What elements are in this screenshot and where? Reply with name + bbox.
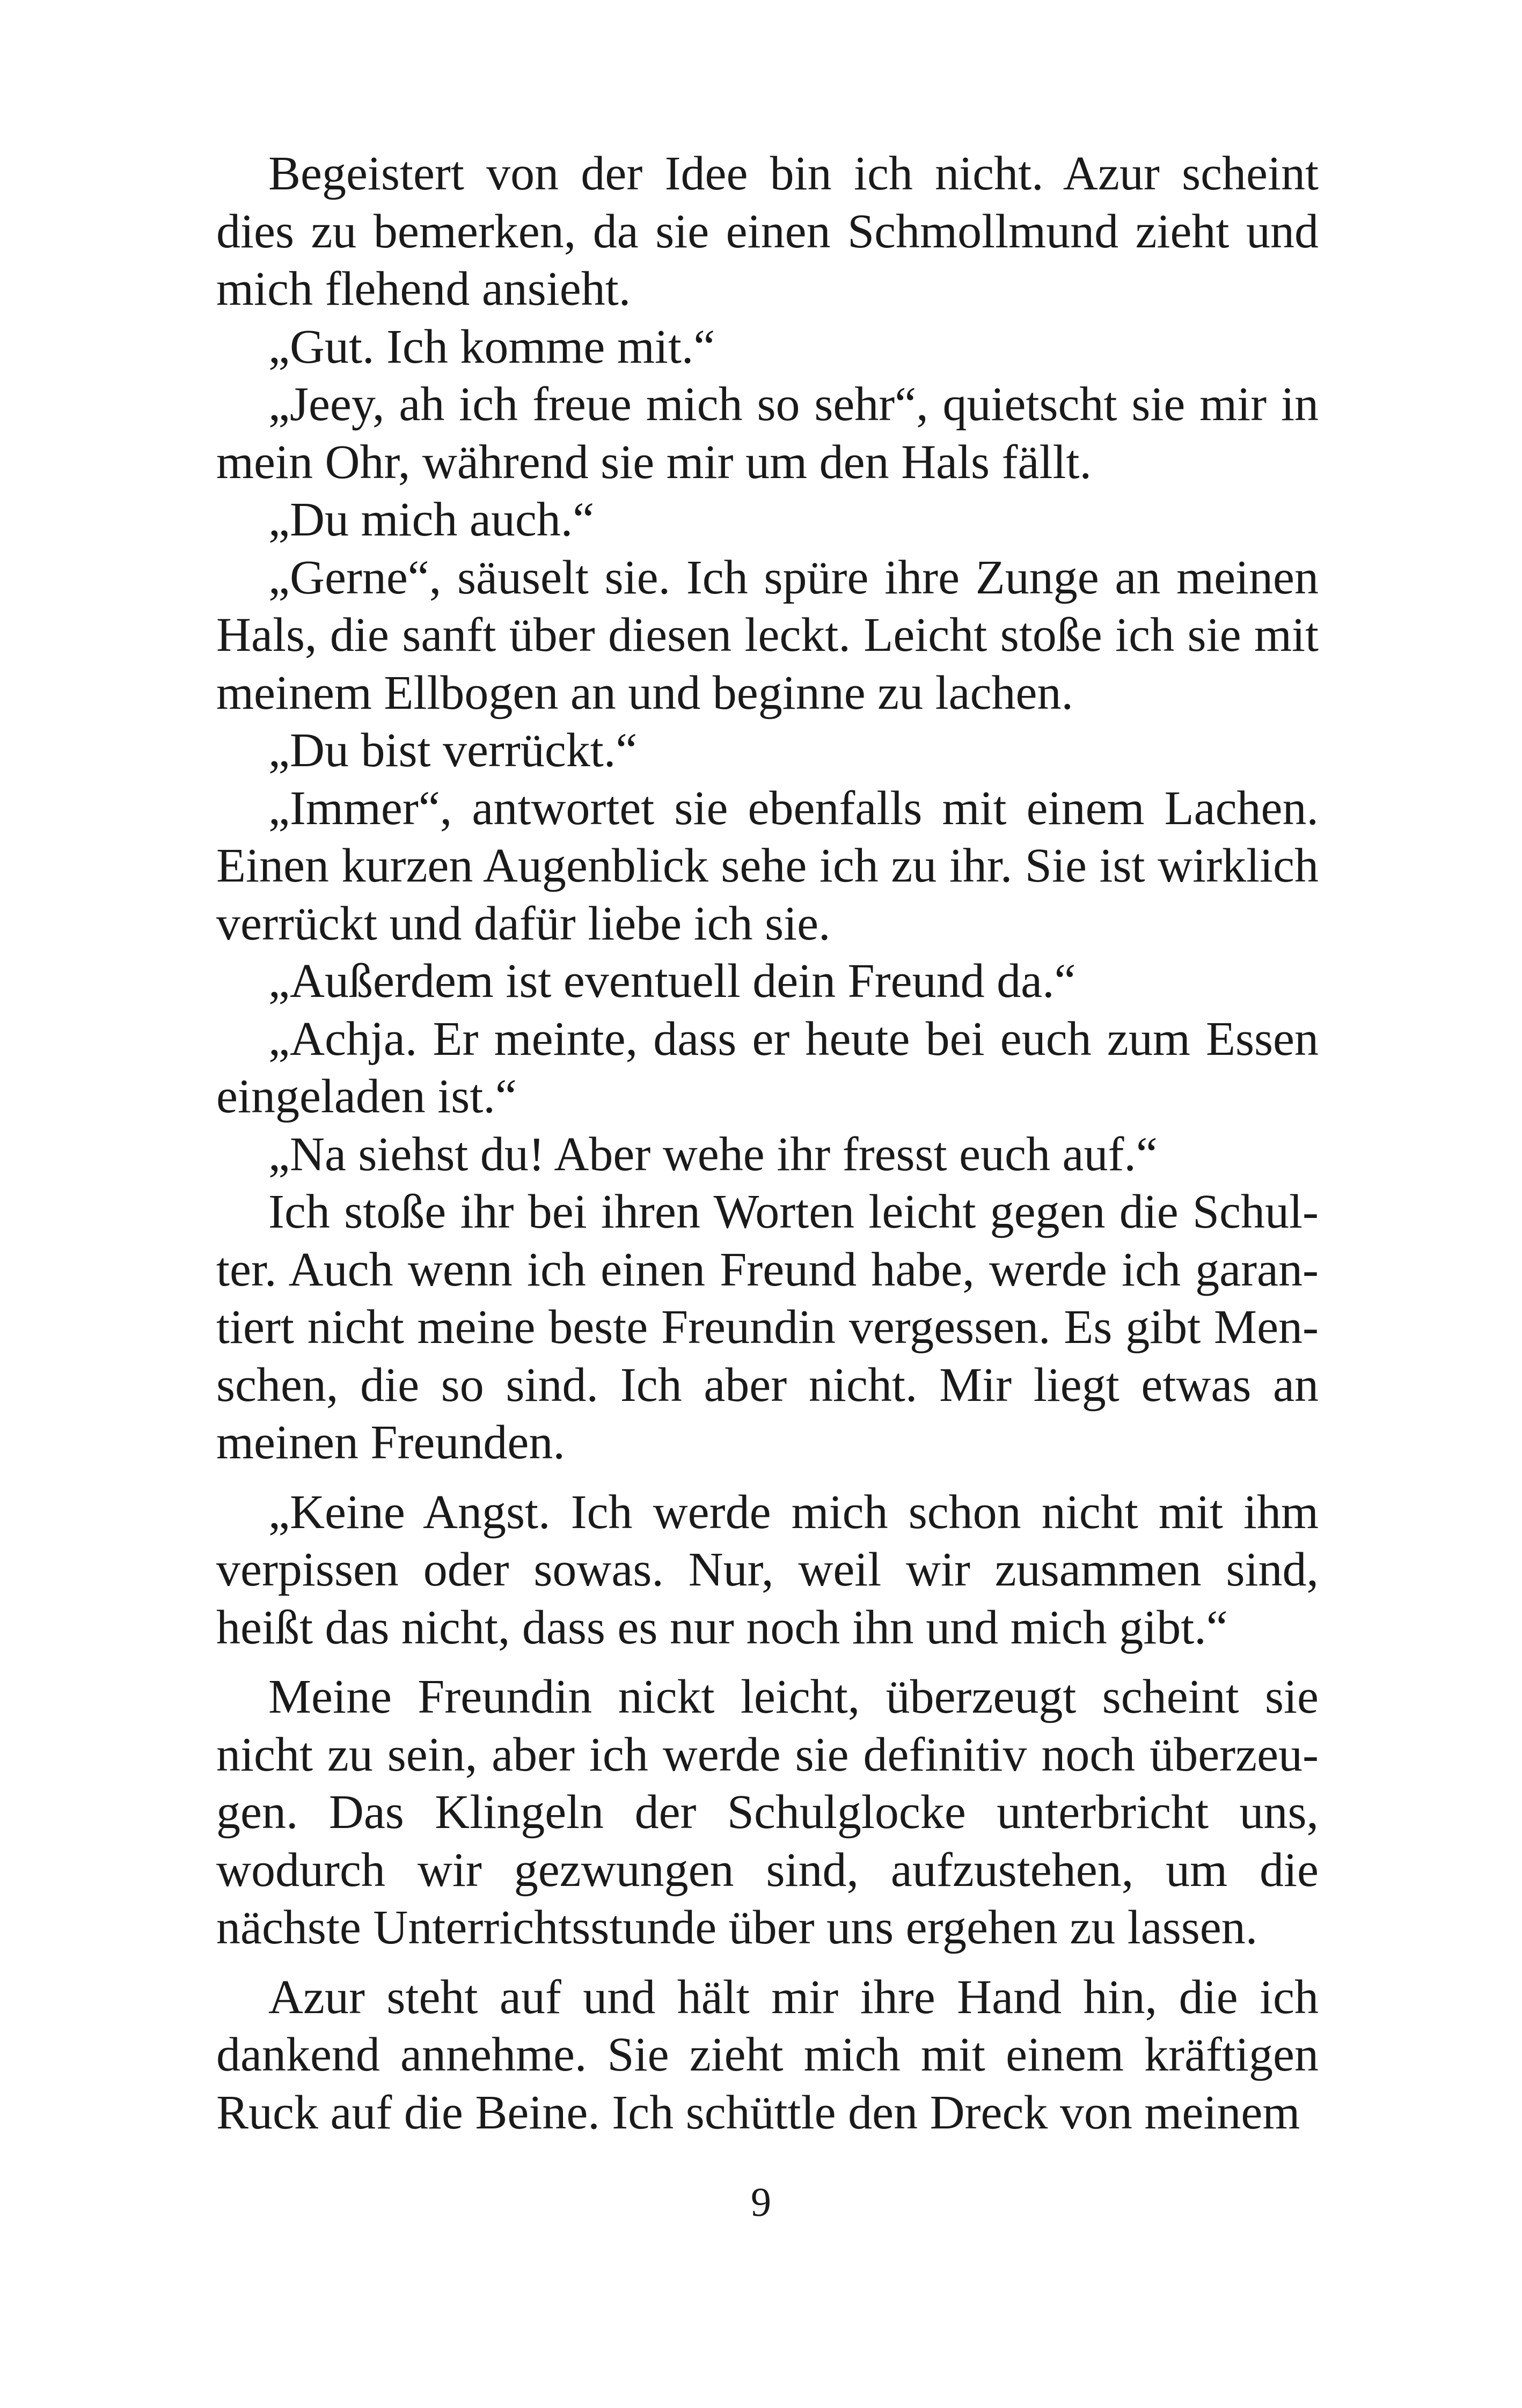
paragraph: Ich stoße ihr bei ihren Worten leicht gegen die Schulter. Auch wenn ich einen Freund habe, werde ich garantiert nicht meine beste Freundin vergessen. Es gibt Menschen, die so sind. Ich aber nicht. Mir liegt etwas an meinen Freunden.	[216, 1185, 1319, 1469]
page-number: 9	[751, 2180, 771, 2225]
paragraph: Azur steht auf und hält mir ihre Hand hin, die ich dankend annehme. Sie zieht mich mit einem kräftigen Ruck auf die Beine. Ich schüttle den Dreck von meinem	[216, 1970, 1319, 2139]
paragraph: „Immer“, antwortet sie ebenfalls mit einem Lachen. Einen kurzen Augenblick sehe ich zu ihr. Sie ist wirklich verrückt und dafür liebe ich sie.	[216, 781, 1319, 950]
paragraph: Meine Freundin nickt leicht, überzeugt scheint sie nicht zu sein, aber ich werde sie definitiv noch überzeugen. Das Klingeln der Schulglocke unterbricht uns, wodurch wir gezwungen sind, aufzustehen, um die nächste Unterrichtsstunde über uns ergehen zu lassen.	[216, 1670, 1319, 1954]
paragraph: „Du bist verrückt.“	[268, 724, 638, 777]
paragraph: Begeistert von der Idee bin ich nicht. Azur scheint dies zu bemerken, da sie einen Schmollmund zieht und mich flehend ansieht.	[216, 147, 1319, 315]
paragraph: „Na siehst du! Aber wehe ihr fresst euch auf.“	[268, 1127, 1158, 1181]
paragraph: „Jeey, ah ich freue mich so sehr“, quietscht sie mir in mein Ohr, während sie mir um den Hals fällt.	[216, 378, 1319, 489]
paragraph: „Achja. Er meinte, dass er heute bei euch zum Essen eingeladen ist.“	[216, 1012, 1319, 1123]
body-text	[216, 145, 1319, 2141]
paragraph: „Keine Angst. Ich werde mich schon nicht mit ihm verpissen oder sowas. Nur, weil wir zusammen sind, heißt das nicht, dass es nur noch ihn und mich gibt.“	[216, 1485, 1319, 1654]
paragraph: „Gerne“, säuselt sie. Ich spüre ihre Zunge an meinen Hals, die sanft über diesen leckt. Leicht stoße ich sie mit meinem Ellbogen an und beginne zu lachen.	[216, 550, 1319, 720]
paragraph: „Gut. Ich komme mit.“	[268, 320, 715, 373]
paragraph: „Du mich auch.“	[268, 493, 595, 546]
paragraph: „Außerdem ist eventuell dein Freund da.“	[268, 955, 1076, 1008]
